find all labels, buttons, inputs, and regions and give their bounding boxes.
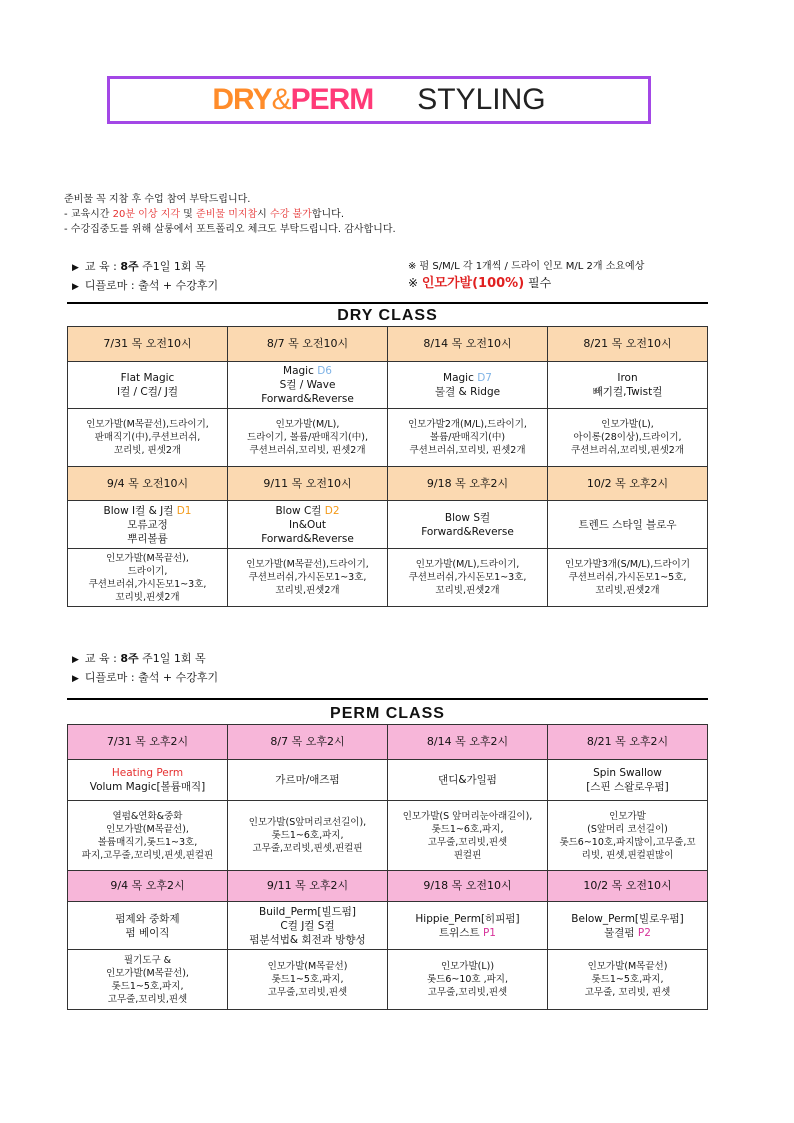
topic-cell [68,902,228,950]
topic-line: Volum Magic[볼륨매직] [89,781,206,793]
prep-line: 판매직기(中),쿠션브러쉬, [94,432,201,443]
prep-line: 인모가발2개(M/L),드라이기, [408,419,527,430]
topic-line: Flat Magic [120,372,175,384]
topic-line: Build_Perm[빌드펌] [258,905,356,918]
prep-line: 쿠션브러쉬,꼬리빗, 핀셋2개 [249,445,366,456]
prep-line: 롯드1~5호,파지, [271,974,344,985]
note-mark: ※ [408,276,422,290]
prep-line: 꼬리빗, 핀셋2개 [113,445,182,456]
prep-line: 쿠션브러쉬,가시돈모1~3호, [88,578,207,590]
notice-text: 및 [180,209,197,220]
date-cell: 8/7 목 오전10시 [228,327,388,362]
prep-line: 꼬리빗,핀셋2개 [115,591,180,603]
topic-line: In&Out [289,518,326,531]
prep-line: 고무줄, 꼬리빗, 핀셋 [584,987,671,998]
prep-cell [68,801,228,871]
prep-line: 꼬리빗,핀셋2개 [435,585,500,596]
date-cell: 8/21 목 오전10시 [548,327,708,362]
topic-line: [스핀 스왈로우펌] [586,781,669,793]
date-cell: 8/21 목 오후2시 [548,725,708,760]
prep-cell [228,409,388,467]
table-row [68,549,708,607]
prep-line: 아이롱(28이상),드라이기, [573,432,682,443]
topic-cell [228,362,388,409]
diploma-text: 디플로마 : 출석 + 수강후기 [84,279,219,292]
prep-line: 인모가발(S 앞머리눈아래길이), [402,810,533,822]
topic-line: Magic [283,365,318,377]
topic-line: Forward&Reverse [421,525,514,538]
perm-info [72,650,218,688]
prep-line: 롯드6~10호 ,파지, [426,974,509,985]
date-cell: 10/2 목 오후2시 [548,467,708,501]
prep-line: 인모가발(S앞머리코선길이), [248,817,367,828]
topic-line: 빼기컬,Twist컬 [592,386,663,398]
prep-cell [228,950,388,1010]
title-dry: DRY [212,83,272,116]
topic-line: I컬 / C컬/ J컬 [116,386,179,398]
topic-cell [388,501,548,549]
arrow-right-icon: ▶ [72,263,79,273]
edu-label: 교 육 : [84,652,121,665]
prep-cell [388,409,548,467]
notice-late: 20분 이상 지각 [112,209,180,220]
date-cell: 9/18 목 오후2시 [388,467,548,501]
prep-line: 볼륨매직기,롯드1~3호, [97,836,198,848]
table-row [68,801,708,871]
prep-line: 꼬리빗,핀셋2개 [595,585,660,596]
topic-line: 펌분석법& 회전과 방향성 [249,933,366,946]
arrow-right-icon: ▶ [72,282,79,292]
topic-cell [228,902,388,950]
prep-cell [388,549,548,607]
date-cell: 9/11 목 오전10시 [228,467,388,501]
prep-line: 인모가발(M/L), [275,419,340,430]
topic-line: Blow I컬 & J컬 [103,504,177,517]
edu-weeks: 8주 [120,260,139,273]
topic-line: 모류교정 [127,518,168,531]
topic-line: 물결 & Ridge [434,386,501,398]
topic-line: Forward&Reverse [261,393,354,405]
prep-cell [548,801,708,871]
dry-class-header: DRY CLASS [67,302,708,326]
topic-cell [388,760,548,801]
table-row [68,362,708,409]
topic-cell [388,902,548,950]
arrow-right-icon: ▶ [72,655,79,665]
topic-cell [548,501,708,549]
prep-line: 파지,고무줄,꼬리빗,핀셋,핀컬핀 [81,849,214,861]
topic-cell [388,362,548,409]
topic-heating-perm: Heating Perm [111,767,184,779]
prep-line: 필기도구 & [123,954,172,966]
table-row [68,467,708,501]
table-row [68,409,708,467]
topic-line: 트위스트 [439,926,483,939]
prep-line: 인모가발3개(S/M/L),드라이기 [565,559,690,570]
table-row [68,871,708,902]
level-tag: P1 [482,926,496,939]
date-cell: 9/18 목 오전10시 [388,871,548,902]
topic-cell [548,902,708,950]
level-tag: D7 [477,372,492,384]
prep-line: 인모가발(M목끝선),드라이기, [86,419,209,430]
prep-line: 꼬리빗,핀셋2개 [275,585,340,596]
topic-line: 가르마/애즈펌 [275,774,340,786]
prep-line: 볼륨/판매직기(中) [429,432,506,443]
notice-no-entry: 수강 불가 [270,209,312,220]
topic-cell [548,362,708,409]
prep-line: 리빗, 핀셋,핀컬핀많이 [581,849,674,861]
topic-line: 댄디&가일펌 [438,774,497,786]
level-tag: D1 [176,504,192,517]
topic-cell [68,501,228,549]
prep-line: 롯드1~5호,파지, [111,980,184,992]
notice-text: - 교육시간 [64,209,113,220]
prep-line: 롯드1~5호,파지, [591,974,664,985]
dry-info-left [72,258,218,296]
table-row [68,725,708,760]
prep-line: 핀컬핀 [453,849,482,861]
topic-line: 뿌리볼륨 [127,532,168,545]
date-cell: 8/7 목 오후2시 [228,725,388,760]
table-row [68,760,708,801]
date-cell: 8/14 목 오전10시 [388,327,548,362]
perm-class-header: PERM CLASS [67,698,708,724]
prep-line: 고무줄,꼬리빗,핀셋 [267,987,348,998]
topic-line: Spin Swallow [593,767,662,779]
prep-line: 인모가발(L), [601,419,654,430]
prep-cell [548,549,708,607]
level-tag: P2 [637,926,651,939]
level-tag: D2 [324,504,340,517]
notice-line-3: - 수강집중도를 위해 살롱에서 포트폴리오 체크도 부탁드립니다. 감사합니다. [64,224,396,235]
title-box [107,76,651,124]
prep-cell [68,409,228,467]
prep-cell [68,549,228,607]
edu-schedule: 주1일 1회 목 [138,652,206,665]
table-row [68,501,708,549]
notice-text: 합니다. [311,209,345,220]
prep-line: 인모가발(M목끝선) [587,961,668,972]
dry-schedule-table [67,326,708,607]
notice-line-1: 준비물 꼭 지참 후 수업 참여 부탁드립니다. [64,194,251,205]
topic-line: 펌 베이직 [125,926,170,939]
table-row [68,950,708,1010]
date-cell: 7/31 목 오후2시 [68,725,228,760]
prep-cell [228,801,388,871]
supplies-note: ※ 펌 S/M/L 각 1개씩 / 드라이 인모 M/L 2개 소요예상 [408,261,645,272]
edu-label: 교 육 : [84,260,121,273]
title-perm: PERM [290,83,374,116]
edu-schedule: 주1일 1회 목 [138,260,206,273]
notice-line-2 [64,207,396,222]
topic-cell [68,362,228,409]
diploma-text: 디플로마 : 출석 + 수강후기 [84,671,219,684]
prep-line: 고무줄,꼬리빗,핀셋 [427,836,508,848]
topic-line: Blow C컬 [275,504,325,517]
topic-line: Iron [617,372,638,384]
prep-line: 롯드6~10호,파지많이,고무줄,꼬 [559,836,696,848]
prep-line: 인모가발(M목끝선), [106,552,189,564]
title-amp: & [271,83,291,116]
prep-line: 고무줄,꼬리빗,핀셋 [107,993,188,1005]
topic-line: S컬 / Wave [279,379,336,391]
date-cell: 10/2 목 오전10시 [548,871,708,902]
prep-line: 인모가발(L)) [440,961,495,972]
prep-line: 쿠션브러쉬,가시돈모1~5호, [568,572,687,583]
prep-cell [548,950,708,1010]
prep-line: 인모가발(M목끝선),드라이기, [246,559,369,570]
table-row [68,327,708,362]
topic-cell [228,760,388,801]
prep-line: 인모가발(M목끝선) [267,961,348,972]
topic-line: 물결펌 [604,926,638,939]
prep-cell [388,801,548,871]
prep-line: 인모가발(M/L),드라이기, [415,559,520,570]
topic-line: Hippie_Perm[히피펌] [415,912,520,925]
prep-line: 롯드1~6호,파지, [271,830,344,841]
date-cell: 7/31 목 오전10시 [68,327,228,362]
topic-cell [68,760,228,801]
prep-line: 쿠션브러쉬,꼬리빗, 핀셋2개 [409,445,526,456]
topic-line: 트렌드 스타일 블로우 [578,518,677,531]
prep-line: 열펌&연화&중화 [112,810,183,822]
prep-line: 고무줄,꼬리빗,핀셋,핀컬핀 [252,843,363,854]
topic-line: 펌제와 중화제 [115,912,180,925]
prep-line: 쿠션브러쉬,꼬리빗,핀셋2개 [570,445,685,456]
topic-line: Below_Perm[빌로우펌] [571,912,684,925]
table-row [68,902,708,950]
date-cell: 9/4 목 오전10시 [68,467,228,501]
topic-line: Magic [443,372,478,384]
wig-required: 인모가발(100%) [421,276,525,291]
topic-cell [548,760,708,801]
prep-cell [548,409,708,467]
date-cell: 8/14 목 오후2시 [388,725,548,760]
notice-block [64,192,396,237]
date-cell: 9/11 목 오후2시 [228,871,388,902]
date-cell: 9/4 목 오후2시 [68,871,228,902]
prep-line: (S앞머리 코선길이) [587,823,668,835]
dry-info-right [408,258,644,292]
prep-cell [68,950,228,1010]
prep-line: 인모가발(M목끝선), [106,823,189,835]
prep-line: 드라이기, [127,565,168,577]
note-required: 필수 [524,276,552,290]
prep-cell [388,950,548,1010]
arrow-right-icon: ▶ [72,674,79,684]
prep-line: 드라이기, 볼륨/판매직기(中), [247,432,368,443]
topic-cell [228,501,388,549]
prep-cell [228,549,388,607]
prep-line: 롯드1~6호,파지, [431,823,504,835]
prep-line: 고무줄,꼬리빗,핀셋 [427,987,508,998]
level-tag: D6 [317,365,332,377]
title-styling: STYLING [417,83,546,116]
notice-text: 시 [257,209,271,220]
topic-line: C컬 J컬 S컬 [280,919,335,932]
prep-line: 인모가발(M목끝선), [106,967,189,979]
prep-line: 쿠션브러쉬,가시돈모1~3호, [408,572,527,583]
prep-line: 인모가발 [609,810,646,822]
topic-line: Blow S컬 [444,511,491,524]
prep-line: 쿠션브러쉬,가시돈모1~3호, [248,572,367,583]
topic-line: Forward&Reverse [261,532,354,545]
notice-supplies: 준비물 미지참 [196,209,258,220]
edu-weeks: 8주 [120,652,139,665]
perm-schedule-table [67,724,708,1010]
